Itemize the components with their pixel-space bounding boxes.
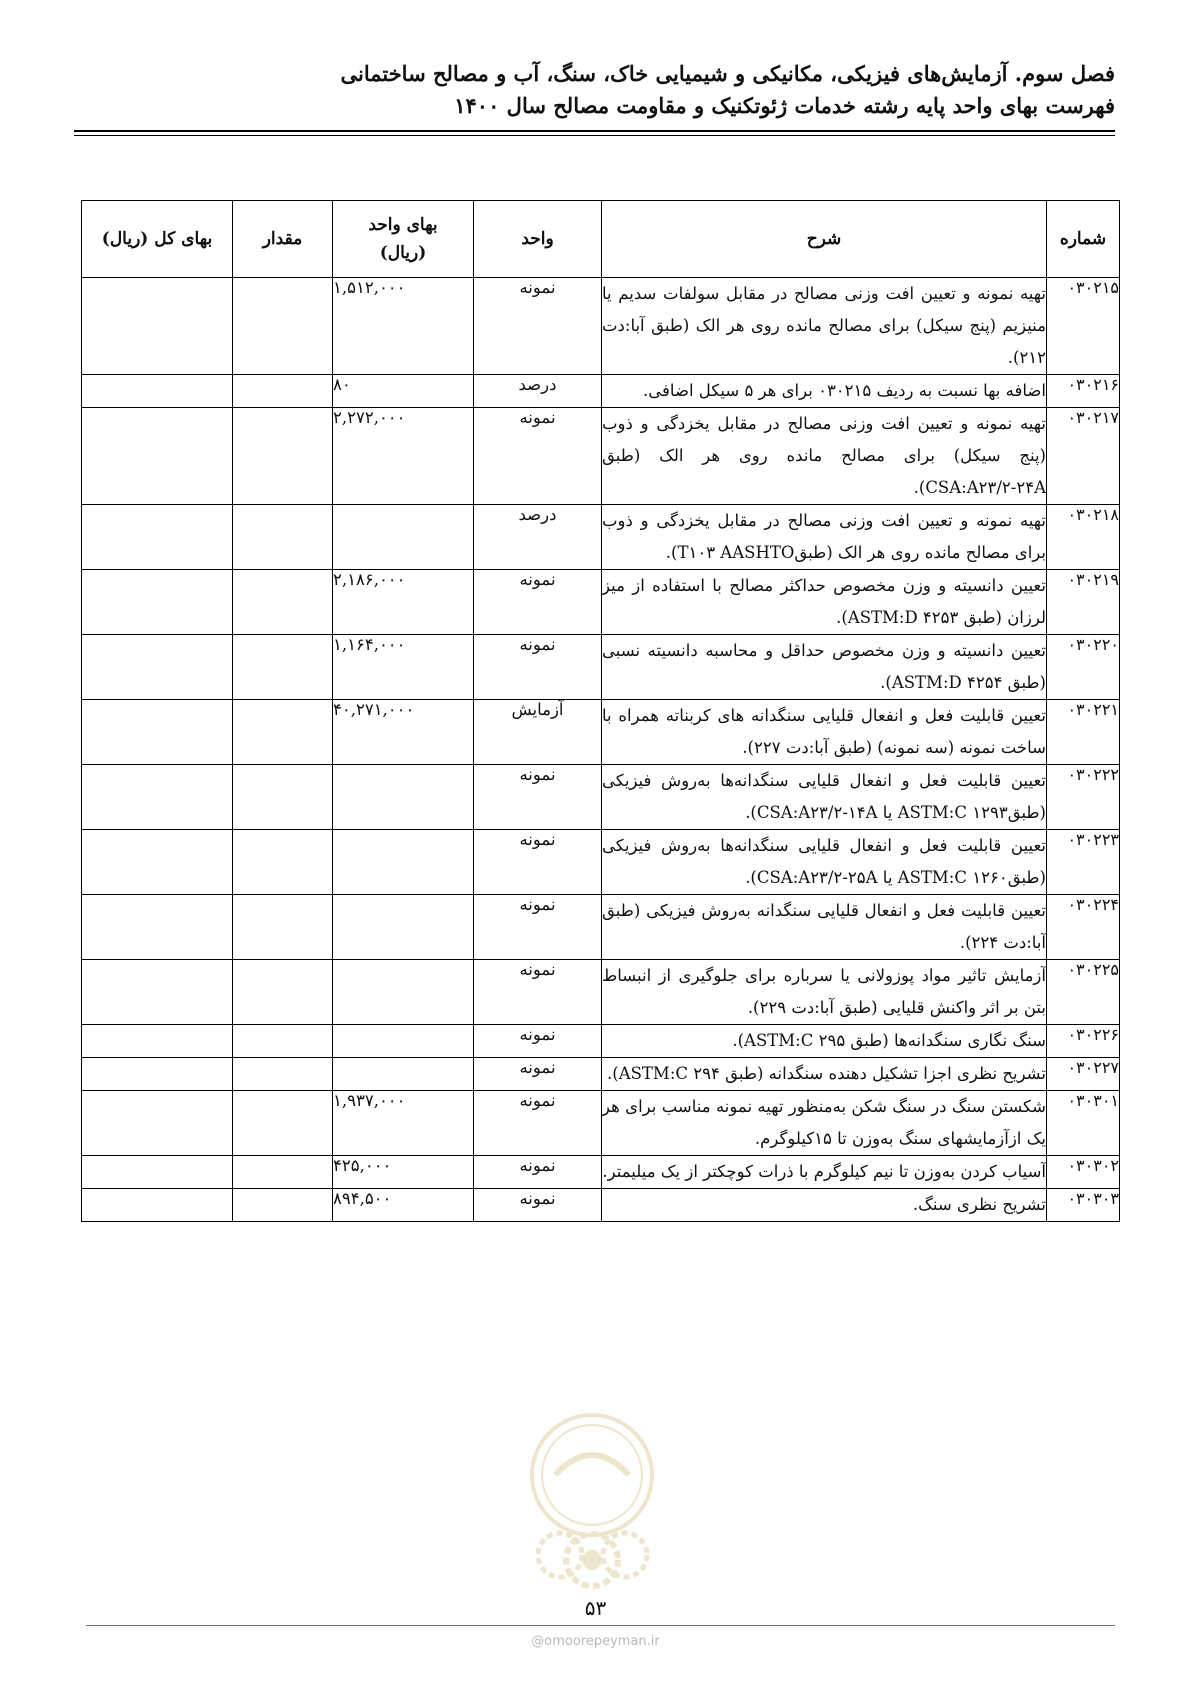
header-description: شرح [602, 201, 1047, 278]
row-unit-price [333, 895, 474, 960]
row-quantity [233, 1058, 333, 1091]
row-unit-price: ۴۰,۲۷۱,۰۰۰ [333, 700, 474, 765]
row-quantity [233, 570, 333, 635]
price-list-table [81, 200, 1120, 1222]
row-description: تعیین دانسیته و وزن مخصوص حداقل و محاسبه دانسیته نسبی (طبق ASTM:D ۴۲۵۴). [602, 635, 1047, 700]
row-unit-price: ۱,۹۳۷,۰۰۰ [333, 1091, 474, 1156]
row-total-price [82, 375, 233, 408]
row-total-price [82, 1025, 233, 1058]
row-unit-price [333, 960, 474, 1025]
row-unit-price: ۱,۱۶۴,۰۰۰ [333, 635, 474, 700]
table-row [82, 1025, 1120, 1058]
row-quantity [233, 1156, 333, 1189]
row-code: ۰۳۰۲۱۷ [1047, 408, 1120, 505]
row-total-price [82, 1091, 233, 1156]
row-quantity [233, 408, 333, 505]
row-unit-price [333, 1058, 474, 1091]
row-quantity [233, 960, 333, 1025]
row-unit: نمونه [474, 960, 602, 1025]
row-quantity [233, 635, 333, 700]
row-total-price [82, 765, 233, 830]
table-row [82, 408, 1120, 505]
row-total-price [82, 278, 233, 375]
row-total-price [82, 570, 233, 635]
row-total-price [82, 960, 233, 1025]
row-code: ۰۳۰۲۱۸ [1047, 505, 1120, 570]
table-row [82, 700, 1120, 765]
row-unit-price [333, 1025, 474, 1058]
row-quantity [233, 765, 333, 830]
row-description: تعیین دانسیته و وزن مخصوص حداکثر مصالح با استفاده از میز لرزان (طبق ASTM:D ۴۲۵۳). [602, 570, 1047, 635]
row-code: ۰۳۰۲۲۵ [1047, 960, 1120, 1025]
row-quantity [233, 375, 333, 408]
row-code: ۰۳۰۳۰۱ [1047, 1091, 1120, 1156]
row-description: سنگ نگاری سنگدانه‌ها (طبق ASTM:C ۲۹۵). [602, 1025, 1047, 1058]
row-unit-price [333, 765, 474, 830]
table-row [82, 1091, 1120, 1156]
row-quantity [233, 505, 333, 570]
table-row [82, 895, 1120, 960]
publisher-seal-watermark [505, 1405, 680, 1605]
row-total-price [82, 1058, 233, 1091]
header-quantity: مقدار [233, 201, 333, 278]
row-unit: نمونه [474, 570, 602, 635]
row-unit: درصد [474, 505, 602, 570]
row-description: شکستن سنگ در سنگ شکن به‌منظور تهیه نمونه مناسب برای هر یک ازآزمایشهای سنگ به‌وزن تا ۱۵کیلوگرم. [602, 1091, 1047, 1156]
row-description: تهیه نمونه و تعیین افت وزنی مصالح در مقابل یخزدگی و ذوب برای مصالح مانده روی هر الک (طبقT۱۰۳ AASHTO). [602, 505, 1047, 570]
row-code: ۰۳۰۳۰۲ [1047, 1156, 1120, 1189]
row-quantity [233, 700, 333, 765]
table-row [82, 505, 1120, 570]
row-quantity [233, 895, 333, 960]
row-code: ۰۳۰۲۱۶ [1047, 375, 1120, 408]
table-header-row [82, 201, 1120, 278]
row-unit: نمونه [474, 765, 602, 830]
header-total-price: بهای کل (ریال) [82, 201, 233, 278]
header-unit-price-currency: (ریال) [379, 243, 427, 263]
row-code: ۰۳۰۲۲۱ [1047, 700, 1120, 765]
row-unit: نمونه [474, 1058, 602, 1091]
table-row [82, 278, 1120, 375]
page-header [65, 58, 1115, 122]
row-quantity [233, 1189, 333, 1222]
row-description: تعیین قابلیت فعل و انفعال قلیایی سنگدانه‌ها به‌روش فیزیکی (طبق۱۲۶۰ ASTM:C یا CSA:A۲۳/۲-۲۵A). [602, 830, 1047, 895]
row-description: اضافه بها نسبت به ردیف ۰۳۰۲۱۵ برای هر ۵ سیکل اضافی. [602, 375, 1047, 408]
row-unit-price: ۴۲۵,۰۰۰ [333, 1156, 474, 1189]
row-unit: درصد [474, 375, 602, 408]
table-row [82, 1156, 1120, 1189]
row-code: ۰۳۰۲۲۲ [1047, 765, 1120, 830]
row-unit-price [333, 830, 474, 895]
row-unit: نمونه [474, 1025, 602, 1058]
row-unit: نمونه [474, 1156, 602, 1189]
row-code: ۰۳۰۲۱۵ [1047, 278, 1120, 375]
table-row [82, 960, 1120, 1025]
row-quantity [233, 1091, 333, 1156]
row-unit-price: ۸۹۴,۵۰۰ [333, 1189, 474, 1222]
row-description: آزمایش تاثیر مواد پوزولانی یا سرباره برای جلوگیری از انبساط بتن بر اثر واکنش قلیایی (طبق آبا:دت ۲۲۹). [602, 960, 1047, 1025]
row-unit-price: ۱,۵۱۲,۰۰۰ [333, 278, 474, 375]
header-unit-price [333, 201, 474, 278]
header-rule-thick [74, 130, 1115, 132]
table-row [82, 1189, 1120, 1222]
row-description: تشریح نظری سنگ. [602, 1189, 1047, 1222]
row-total-price [82, 635, 233, 700]
row-total-price [82, 1189, 233, 1222]
row-description: تشریح نظری اجزا تشکیل دهنده سنگدانه (طبق ۲۹۴ ASTM:C). [602, 1058, 1047, 1091]
header-unit: واحد [474, 201, 602, 278]
row-code: ۰۳۰۲۲۰ [1047, 635, 1120, 700]
row-description: تهیه نمونه و تعیین افت وزنی مصالح در مقابل سولفات سدیم یا منیزیم (پنج سیکل) برای مصالح مانده روی هر الک (طبق آبا:دت ۲۱۲). [602, 278, 1047, 375]
footer-rule [86, 1625, 1115, 1626]
row-code: ۰۳۰۲۲۴ [1047, 895, 1120, 960]
row-unit: آزمایش [474, 700, 602, 765]
row-description: تهیه نمونه و تعیین افت وزنی مصالح در مقابل یخزدگی و ذوب (پنج سیکل) برای مصالح مانده روی هر الک (طبق CSA:A۲۳/۲-۲۴A). [602, 408, 1047, 505]
row-description: تعیین قابلیت فعل و انفعال قلیایی سنگدانه های کربناته همراه با ساخت نمونه (سه نمونه) (طبق آبا:دت ۲۲۷). [602, 700, 1047, 765]
row-total-price [82, 700, 233, 765]
row-unit: نمونه [474, 1091, 602, 1156]
table-row [82, 765, 1120, 830]
row-total-price [82, 408, 233, 505]
row-code: ۰۳۰۲۲۳ [1047, 830, 1120, 895]
page-number: ۵۳ [584, 1596, 607, 1620]
row-quantity [233, 1025, 333, 1058]
row-quantity [233, 830, 333, 895]
row-description: آسیاب کردن به‌وزن تا نیم کیلوگرم با ذرات کوچکتر از یک میلیمتر. [602, 1156, 1047, 1189]
header-code: شماره [1047, 201, 1120, 278]
row-description: تعیین قابلیت فعل و انفعال قلیایی سنگدانه‌ها به‌روش فیزیکی (طبق۱۲۹۳ ASTM:C یا CSA:A۲۳/۲-۱۴A). [602, 765, 1047, 830]
table-row [82, 635, 1120, 700]
row-total-price [82, 505, 233, 570]
row-unit-price: ۲,۲۷۲,۰۰۰ [333, 408, 474, 505]
row-unit-price: ۲,۱۸۶,۰۰۰ [333, 570, 474, 635]
row-unit-price [333, 505, 474, 570]
row-total-price [82, 1156, 233, 1189]
website-watermark: @omoorepeyman.ir [531, 1634, 660, 1649]
row-description: تعیین قابلیت فعل و انفعال قلیایی سنگدانه به‌روش فیزیکی (طبق آبا:دت ۲۲۴). [602, 895, 1047, 960]
row-unit: نمونه [474, 278, 602, 375]
row-unit: نمونه [474, 830, 602, 895]
chapter-title: فصل سوم. آزمایش‌های فیزیکی، مکانیکی و شیمیایی خاک، سنگ، آب و مصالح ساختمانی [340, 61, 1115, 86]
row-unit-price: ۸۰ [333, 375, 474, 408]
row-code: ۰۳۰۲۱۹ [1047, 570, 1120, 635]
row-total-price [82, 830, 233, 895]
row-code: ۰۳۰۳۰۳ [1047, 1189, 1120, 1222]
row-unit: نمونه [474, 895, 602, 960]
document-title: فهرست بهای واحد پایه رشته خدمات ژئوتکنیک و مقاومت مصالح سال ۱۴۰۰ [454, 93, 1115, 118]
row-quantity [233, 278, 333, 375]
row-unit: نمونه [474, 408, 602, 505]
table-row [82, 1058, 1120, 1091]
row-code: ۰۳۰۲۲۷ [1047, 1058, 1120, 1091]
row-code: ۰۳۰۲۲۶ [1047, 1025, 1120, 1058]
table-row [82, 570, 1120, 635]
header-rule-thin [74, 135, 1115, 136]
row-total-price [82, 895, 233, 960]
table-row [82, 830, 1120, 895]
row-unit: نمونه [474, 635, 602, 700]
header-unit-price-label: بهای واحد [368, 215, 438, 235]
row-unit: نمونه [474, 1189, 602, 1222]
table-row [82, 375, 1120, 408]
